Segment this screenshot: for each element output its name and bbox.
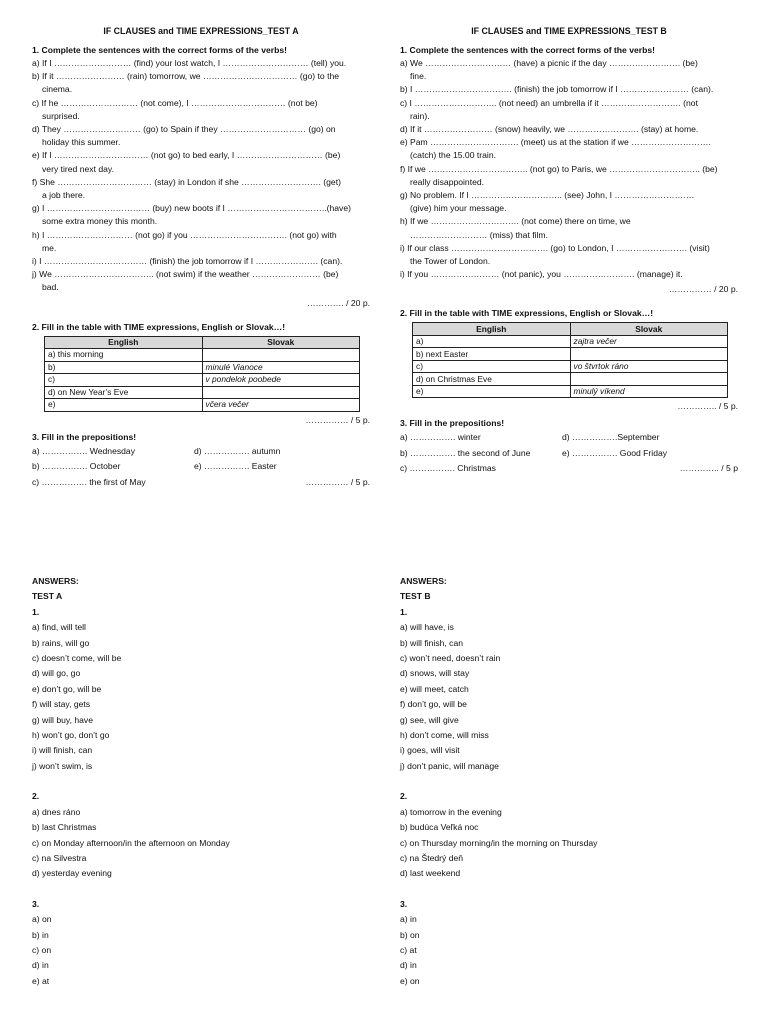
list-item: e) will meet, catch — [400, 683, 469, 694]
sentence-line: c) If he ……………………… (not come), I …………………………… (not be) — [32, 97, 318, 108]
test-b-task2-score: ………….. / 5 p. — [677, 401, 738, 412]
cell-english: d) on Christmas Eve — [413, 373, 571, 386]
list-item: f) will stay, gets — [32, 699, 91, 710]
cell-english: d) on New Year’s Eve — [45, 386, 203, 399]
answers-label: ANSWERS: — [32, 576, 79, 586]
cell-slovak: zajtra večer — [570, 335, 728, 348]
table-row — [413, 348, 728, 361]
preposition-item: b) ……………. the second of June — [400, 447, 531, 458]
test-a-title: IF CLAUSES and TIME EXPRESSIONS_TEST A — [103, 26, 299, 36]
sentence-line: d) They ……………………… (go) to Spain if they ………………………… (go) on — [32, 124, 336, 135]
test-b-column — [400, 26, 738, 477]
answers-list-1 — [400, 620, 738, 774]
cell-slovak — [570, 348, 728, 361]
answers-section-3: 3. — [32, 898, 40, 909]
sentence-line: the Tower of London. — [410, 256, 491, 267]
list-item: a) in — [400, 914, 417, 925]
table-row — [45, 399, 360, 412]
sentence-line: me. — [42, 242, 57, 253]
preposition-item: d) ……………. autumn — [194, 445, 281, 456]
list-item: f) don’t go, will be — [400, 699, 467, 710]
answers-list-2 — [32, 805, 370, 882]
list-item: c) at — [400, 944, 417, 955]
answers-test-label: TEST B — [400, 591, 431, 602]
answers-section-1: 1. — [32, 606, 40, 617]
sentence-line: rain). — [410, 110, 430, 121]
list-item: i) will finish, can — [32, 745, 93, 756]
answers-section-2: 2. — [32, 791, 40, 802]
test-a-task2-score: …………… / 5 p. — [305, 414, 370, 425]
list-item: b) rains, will go — [32, 637, 90, 648]
sentence-line: f) She …………………………… (stay) in London if she ………………………. (get) — [32, 176, 341, 187]
answers-list-3 — [32, 912, 370, 989]
sentence-line: f) If we …………………………….. (not go) to Paris, we ………………………….. (be) — [400, 163, 718, 174]
cell-slovak — [202, 349, 360, 362]
test-a-column — [32, 26, 370, 490]
test-a-time-table — [44, 336, 360, 412]
sentence-line: i) If our class ……………………………. (go) to London, I ……………………. (visit) — [400, 242, 710, 253]
test-b-task2-heading: 2. Fill in the table with TIME expressions, English or Slovak…! — [400, 308, 654, 319]
test-b-task3-score: ………….. / 5 p — [679, 463, 738, 474]
cell-slovak: minulé Vianoce — [202, 361, 360, 374]
preposition-item: c) ……………. Christmas — [400, 463, 496, 474]
list-item: c) won’t need, doesn’t rain — [400, 653, 501, 664]
prepositions-right — [562, 430, 738, 477]
list-item: i) goes, will visit — [400, 745, 460, 756]
list-item: j) won’t swim, is — [32, 760, 93, 771]
sentence-line: very tired next day. — [42, 163, 114, 174]
sentence-line: a) We ………………………… (have) a picnic if the day ……………………. (be) — [400, 58, 698, 68]
answers-a — [32, 574, 370, 989]
prepositions-left — [32, 444, 194, 491]
test-b-task1-score: …………… / 20 p. — [668, 284, 738, 295]
list-item: b) will finish, can — [400, 637, 464, 648]
table-row — [45, 386, 360, 399]
sentence-line: h) I ………………………… (not go) if you ……………………………. (not go) with — [32, 229, 337, 240]
list-item: c) on Thursday morning/in the morning on Thursday — [400, 837, 598, 848]
list-item: c) on — [32, 944, 52, 955]
sentence-line: ……………………… (miss) that film. — [410, 229, 548, 240]
list-item: c) na Silvestra — [32, 852, 87, 863]
sentence-line: i) If you …………………… (not panic), you ……………………. (manage) it. — [400, 269, 683, 280]
list-item: b) in — [32, 929, 49, 940]
sentence-line: surprised. — [42, 110, 80, 121]
list-item: b) budúca Veľká noc — [400, 822, 479, 833]
sentence-line: cinema. — [42, 84, 73, 95]
test-a-prepositions — [32, 444, 370, 491]
table-row — [413, 373, 728, 386]
test-b-prepositions — [400, 430, 738, 477]
sentence-line: a job there. — [42, 190, 85, 201]
preposition-item: c) ……………. the first of May — [32, 476, 146, 487]
preposition-item: b) ……………. October — [32, 461, 121, 472]
list-item: d) yesterday evening — [32, 868, 112, 879]
column-header-slovak: Slovak — [202, 336, 360, 349]
sentence-line: really disappointed. — [410, 176, 485, 187]
cell-slovak — [570, 373, 728, 386]
cell-english: c) — [413, 360, 571, 373]
cell-slovak: v pondelok poobede — [202, 374, 360, 387]
sentence-line: j) We …………………………….. (not swim) if the weather …………………… (be) — [32, 269, 339, 280]
sentence-line: e) If I …………………………… (not go) to bed early, I ………………………… (be) — [32, 150, 341, 161]
test-a-task1-heading: 1. Complete the sentences with the correct forms of the verbs! — [32, 45, 288, 55]
test-a-task1-score: …………. / 20 p. — [306, 297, 370, 308]
sentence-line: i) I ……………………………… (finish) the job tomorrow if I …………………. (can). — [32, 256, 343, 267]
test-b-task1-heading: 1. Complete the sentences with the correct forms of the verbs! — [400, 45, 656, 55]
sentence-line: d) If it …………………… (snow) heavily, we ……………………. (stay) at home. — [400, 124, 699, 135]
test-b-time-table — [412, 322, 728, 398]
answers-section-3: 3. — [400, 898, 408, 909]
cell-slovak: včera večer — [202, 399, 360, 412]
test-a-task1-sentences — [32, 57, 370, 295]
list-item: a) tomorrow in the evening — [400, 806, 502, 817]
sentence-line: h) If we …………………………. (not come) there on time, we — [400, 216, 631, 227]
answers-b — [400, 574, 738, 989]
answers-list-2 — [400, 805, 738, 882]
list-item: d) in — [400, 960, 417, 971]
cell-english: a) this morning — [45, 349, 203, 362]
cell-slovak — [202, 386, 360, 399]
list-item: e) at — [32, 975, 50, 986]
answers-test-label: TEST A — [32, 591, 63, 602]
preposition-item: e) ……………. Easter — [194, 461, 277, 472]
sentence-line: bad. — [42, 282, 59, 293]
cell-english: b) next Easter — [413, 348, 571, 361]
list-item: a) on — [32, 914, 52, 925]
preposition-item: a) ……………. Wednesday — [32, 445, 135, 456]
table-row — [413, 360, 728, 373]
sentence-line: (catch) the 15.00 train. — [410, 150, 496, 161]
sentence-line: g) I ……………………………… (buy) new boots if I ……………………………..(have) — [32, 203, 351, 214]
cell-english: e) — [413, 385, 571, 398]
preposition-item: e) ……………. Good Friday — [562, 447, 668, 458]
list-item: h) don’t come, will miss — [400, 730, 489, 741]
test-a-task3-score: …………… / 5 p. — [305, 476, 370, 487]
list-item: j) don’t panic, will manage — [400, 760, 499, 771]
list-item: h) won’t go, don’t go — [32, 730, 110, 741]
list-item: b) on — [400, 929, 420, 940]
list-item: d) will go, go — [32, 668, 81, 679]
list-item: a) find, will tell — [32, 622, 86, 633]
sentence-line: b) I ……………………………. (finish) the job tomorrow if I …………………… (can). — [400, 84, 714, 95]
preposition-item: a) ……………. winter — [400, 432, 481, 443]
list-item: a) dnes ráno — [32, 806, 81, 817]
table-row — [413, 335, 728, 348]
sentence-line: e) Pam …………………………. (meet) us at the station if we ………………………. — [400, 137, 711, 148]
answers-list-3 — [400, 912, 738, 989]
answers-label: ANSWERS: — [400, 576, 447, 586]
table-header-row — [413, 323, 728, 336]
cell-slovak: vo štvrtok ráno — [570, 360, 728, 373]
test-a-task2-heading: 2. Fill in the table with TIME expressions, English or Slovak…! — [32, 321, 286, 332]
preposition-last-row — [32, 475, 194, 491]
list-item: d) in — [32, 960, 49, 971]
cell-english: c) — [45, 374, 203, 387]
test-b-title: IF CLAUSES and TIME EXPRESSIONS_TEST B — [471, 26, 667, 36]
sentence-line: a) If I ……………………… (find) your lost watch, I ………………………… (tell) you. — [32, 58, 347, 68]
cell-slovak: minulý víkend — [570, 385, 728, 398]
list-item: d) last weekend — [400, 868, 461, 879]
prepositions-left — [400, 430, 562, 477]
list-item: g) see, will give — [400, 714, 459, 725]
preposition-item: d) …………….September — [562, 432, 660, 443]
list-item: c) na Štedrý deň — [400, 852, 464, 863]
prepositions-right — [194, 444, 370, 491]
answers-section-1: 1. — [400, 606, 408, 617]
table-row — [45, 361, 360, 374]
column-header-slovak: Slovak — [570, 323, 728, 336]
column-header-english: English — [413, 323, 571, 336]
list-item: a) will have, is — [400, 622, 454, 633]
column-header-english: English — [45, 336, 203, 349]
cell-english: b) — [45, 361, 203, 374]
list-item: g) will buy, have — [32, 714, 93, 725]
answers-list-1 — [32, 620, 370, 774]
cell-english: e) — [45, 399, 203, 412]
sentence-line: g) No problem. If I ………………………….. (see) John, I ………………………. — [400, 190, 695, 201]
test-b-task3-heading: 3. Fill in the prepositions! — [400, 418, 505, 429]
table-header-row — [45, 336, 360, 349]
list-item: c) doesn’t come, will be — [32, 653, 122, 664]
sentence-line: (give) him your message. — [410, 203, 507, 214]
cell-english: a) — [413, 335, 571, 348]
sentence-line: b) If it …………………… (rain) tomorrow, we …………………………… (go) to the — [32, 71, 340, 82]
test-a-task3-heading: 3. Fill in the prepositions! — [32, 431, 137, 442]
list-item: b) last Christmas — [32, 822, 97, 833]
answers-section-2: 2. — [400, 791, 408, 802]
list-item: d) snows, will stay — [400, 668, 470, 679]
sentence-line: fine. — [410, 71, 427, 82]
table-row — [45, 374, 360, 387]
list-item: c) on Monday afternoon/in the afternoon on Monday — [32, 837, 230, 848]
list-item: e) on — [400, 975, 420, 986]
sentence-line: some extra money this month. — [42, 216, 158, 227]
sentence-line: c) I ……………………….. (not need) an umbrella if it ………………………. (not — [400, 97, 698, 108]
table-row — [413, 385, 728, 398]
test-b-task1-sentences — [400, 57, 738, 281]
list-item: e) don’t go, will be — [32, 683, 102, 694]
sentence-line: holiday this summer. — [42, 137, 121, 148]
table-row — [45, 349, 360, 362]
